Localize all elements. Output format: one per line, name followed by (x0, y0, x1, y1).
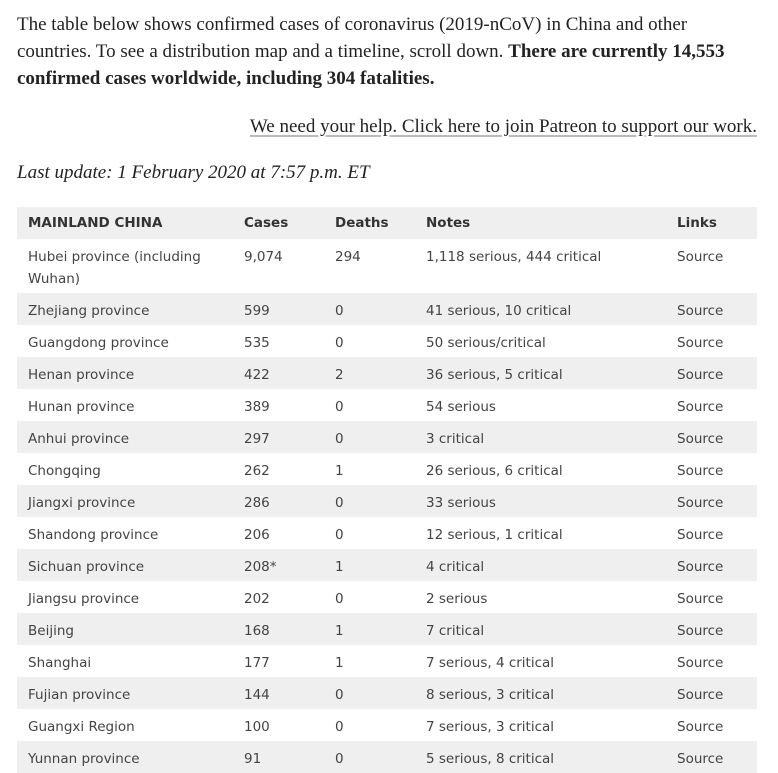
cases-cell: 286 (233, 485, 324, 517)
notes-cell: 8 serious, 3 critical (415, 677, 666, 709)
table-row (17, 741, 757, 773)
table-row (17, 325, 757, 357)
deaths-cell: 0 (324, 517, 415, 549)
source-link[interactable]: Source (666, 677, 757, 709)
intro-text: The table below shows confirmed cases of coronavirus (2019-nCoV) in China and other countries. To see a distribution map and a timeline, scroll down. (17, 14, 688, 62)
notes-cell: 36 serious, 5 critical (415, 357, 666, 389)
notes-cell: 12 serious, 1 critical (415, 517, 666, 549)
source-link[interactable]: Source (666, 453, 757, 485)
table-row (17, 517, 757, 549)
notes-cell: 2 serious (415, 581, 666, 613)
header-cases: Cases (233, 207, 324, 239)
region-cell: Hunan province (17, 389, 233, 421)
source-link[interactable]: Source (666, 613, 757, 645)
last-update: Last update: 1 February 2020 at 7:57 p.m. ET (17, 162, 370, 183)
cases-cell: 422 (233, 357, 324, 389)
notes-cell: 4 critical (415, 549, 666, 581)
region-cell: Jiangsu province (17, 581, 233, 613)
notes-cell: 50 serious/critical (415, 325, 666, 357)
patreon-link[interactable]: We need your help. Click here to join Patreon to support our work. (249, 116, 757, 137)
notes-cell: 3 critical (415, 421, 666, 453)
region-cell: Yunnan province (17, 741, 233, 773)
deaths-cell: 0 (324, 389, 415, 421)
region-cell: Zhejiang province (17, 293, 233, 325)
source-link[interactable]: Source (666, 581, 757, 613)
source-link[interactable]: Source (666, 517, 757, 549)
table-row (17, 389, 757, 421)
region-cell: Sichuan province (17, 549, 233, 581)
table-row (17, 357, 757, 389)
deaths-cell: 0 (324, 421, 415, 453)
table-row (17, 581, 757, 613)
region-cell: Hubei province (including Wuhan) (17, 239, 233, 293)
cases-cell: 206 (233, 517, 324, 549)
region-cell: Shanghai (17, 645, 233, 677)
notes-cell: 33 serious (415, 485, 666, 517)
region-cell: Guangdong province (17, 325, 233, 357)
table-row (17, 239, 757, 293)
source-link[interactable]: Source (666, 709, 757, 741)
notes-cell: 7 serious, 3 critical (415, 709, 666, 741)
deaths-cell: 0 (324, 325, 415, 357)
cases-cell: 202 (233, 581, 324, 613)
source-link[interactable]: Source (666, 485, 757, 517)
region-cell: Beijing (17, 613, 233, 645)
cases-cell: 535 (233, 325, 324, 357)
cases-cell: 208* (233, 549, 324, 581)
cases-cell: 389 (233, 389, 324, 421)
table-row (17, 549, 757, 581)
source-link[interactable]: Source (666, 239, 757, 293)
source-link[interactable]: Source (666, 741, 757, 773)
cases-cell: 144 (233, 677, 324, 709)
table-row (17, 645, 757, 677)
deaths-cell: 1 (324, 453, 415, 485)
region-cell: Shandong province (17, 517, 233, 549)
source-link[interactable]: Source (666, 325, 757, 357)
table-row (17, 677, 757, 709)
table-row (17, 485, 757, 517)
deaths-cell: 294 (324, 239, 415, 293)
table-row (17, 613, 757, 645)
notes-cell: 7 critical (415, 613, 666, 645)
table-row (17, 421, 757, 453)
region-cell: Chongqing (17, 453, 233, 485)
cases-cell: 100 (233, 709, 324, 741)
intro-paragraph (17, 11, 762, 92)
deaths-cell: 1 (324, 645, 415, 677)
header-deaths: Deaths (324, 207, 415, 239)
region-cell: Fujian province (17, 677, 233, 709)
table-row (17, 453, 757, 485)
table-row (17, 709, 757, 741)
intro-summary: There are currently 14,553 confirmed cases worldwide, including 304 fatalities. (17, 41, 725, 89)
source-link[interactable]: Source (666, 421, 757, 453)
source-link[interactable]: Source (666, 293, 757, 325)
notes-cell: 26 serious, 6 critical (415, 453, 666, 485)
deaths-cell: 0 (324, 677, 415, 709)
cases-cell: 168 (233, 613, 324, 645)
notes-cell: 1,118 serious, 444 critical (415, 239, 666, 293)
table-header-row (17, 207, 757, 239)
deaths-cell: 0 (324, 293, 415, 325)
source-link[interactable]: Source (666, 389, 757, 421)
deaths-cell: 0 (324, 581, 415, 613)
deaths-cell: 0 (324, 485, 415, 517)
deaths-cell: 0 (324, 741, 415, 773)
header-region: MAINLAND CHINA (17, 207, 233, 239)
table-body (17, 239, 757, 773)
region-cell: Henan province (17, 357, 233, 389)
source-link[interactable]: Source (666, 549, 757, 581)
source-link[interactable]: Source (666, 357, 757, 389)
cases-cell: 297 (233, 421, 324, 453)
table-row (17, 293, 757, 325)
deaths-cell: 2 (324, 357, 415, 389)
notes-cell: 54 serious (415, 389, 666, 421)
cases-cell: 9,074 (233, 239, 324, 293)
deaths-cell: 1 (324, 613, 415, 645)
notes-cell: 5 serious, 8 critical (415, 741, 666, 773)
cases-table (17, 207, 757, 773)
deaths-cell: 0 (324, 709, 415, 741)
cases-cell: 91 (233, 741, 324, 773)
cases-cell: 177 (233, 645, 324, 677)
region-cell: Anhui province (17, 421, 233, 453)
cases-cell: 599 (233, 293, 324, 325)
deaths-cell: 1 (324, 549, 415, 581)
header-links: Links (666, 207, 757, 239)
header-notes: Notes (415, 207, 666, 239)
source-link[interactable]: Source (666, 645, 757, 677)
cases-cell: 262 (233, 453, 324, 485)
notes-cell: 7 serious, 4 critical (415, 645, 666, 677)
notes-cell: 41 serious, 10 critical (415, 293, 666, 325)
region-cell: Jiangxi province (17, 485, 233, 517)
region-cell: Guangxi Region (17, 709, 233, 741)
